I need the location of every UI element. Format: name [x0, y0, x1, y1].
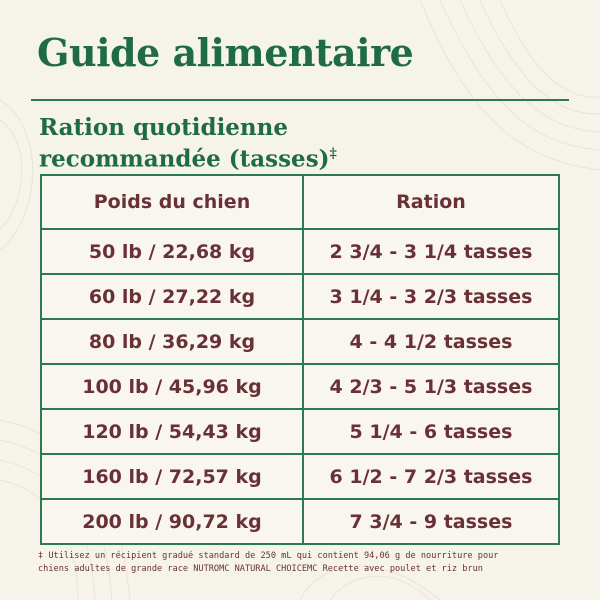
subtitle-line-2 [39, 141, 337, 173]
weight-cell: 200 lb / 90,72 kg [41, 499, 303, 544]
weight-cell: 160 lb / 72,57 kg [41, 454, 303, 499]
weight-cell: 80 lb / 36,29 kg [41, 319, 303, 364]
page-title: Guide alimentaire [37, 30, 414, 75]
subtitle-line-1: Ration quotidienne [39, 114, 289, 141]
ration-cell: 2 3/4 - 3 1/4 tasses [303, 229, 559, 274]
footnote-line-1: ‡ Utilisez un récipient gradué standard de 250 mL qui contient 94,06 g de nourriture pour [38, 551, 499, 561]
table-row [41, 229, 559, 274]
ration-cell: 4 2/3 - 5 1/3 tasses [303, 364, 559, 409]
ration-cell: 4 - 4 1/2 tasses [303, 319, 559, 364]
table-row [41, 409, 559, 454]
table-header-row [41, 175, 559, 229]
table-row [41, 454, 559, 499]
ration-cell: 6 1/2 - 7 2/3 tasses [303, 454, 559, 499]
header-ration: Ration [303, 175, 559, 229]
table-subtitle [39, 114, 337, 173]
ration-cell: 5 1/4 - 6 tasses [303, 409, 559, 454]
table-row [41, 319, 559, 364]
table-row [41, 499, 559, 544]
weight-cell: 100 lb / 45,96 kg [41, 364, 303, 409]
table-row [41, 364, 559, 409]
footnote-line-2: chiens adultes de grande race NUTROMC NATURAL CHOICEMC Recette avec poulet et riz brun [38, 564, 483, 574]
header-dog-weight: Poids du chien [41, 175, 303, 229]
title-divider [31, 99, 569, 101]
weight-cell: 50 lb / 22,68 kg [41, 229, 303, 274]
feeding-table [40, 174, 560, 545]
footnote-marker: ‡ [329, 146, 337, 162]
footnote [38, 550, 568, 576]
subtitle-line-2-text: recommandée (tasses) [39, 145, 330, 173]
table-row [41, 274, 559, 319]
ration-cell: 7 3/4 - 9 tasses [303, 499, 559, 544]
weight-cell: 120 lb / 54,43 kg [41, 409, 303, 454]
ration-cell: 3 1/4 - 3 2/3 tasses [303, 274, 559, 319]
weight-cell: 60 lb / 27,22 kg [41, 274, 303, 319]
